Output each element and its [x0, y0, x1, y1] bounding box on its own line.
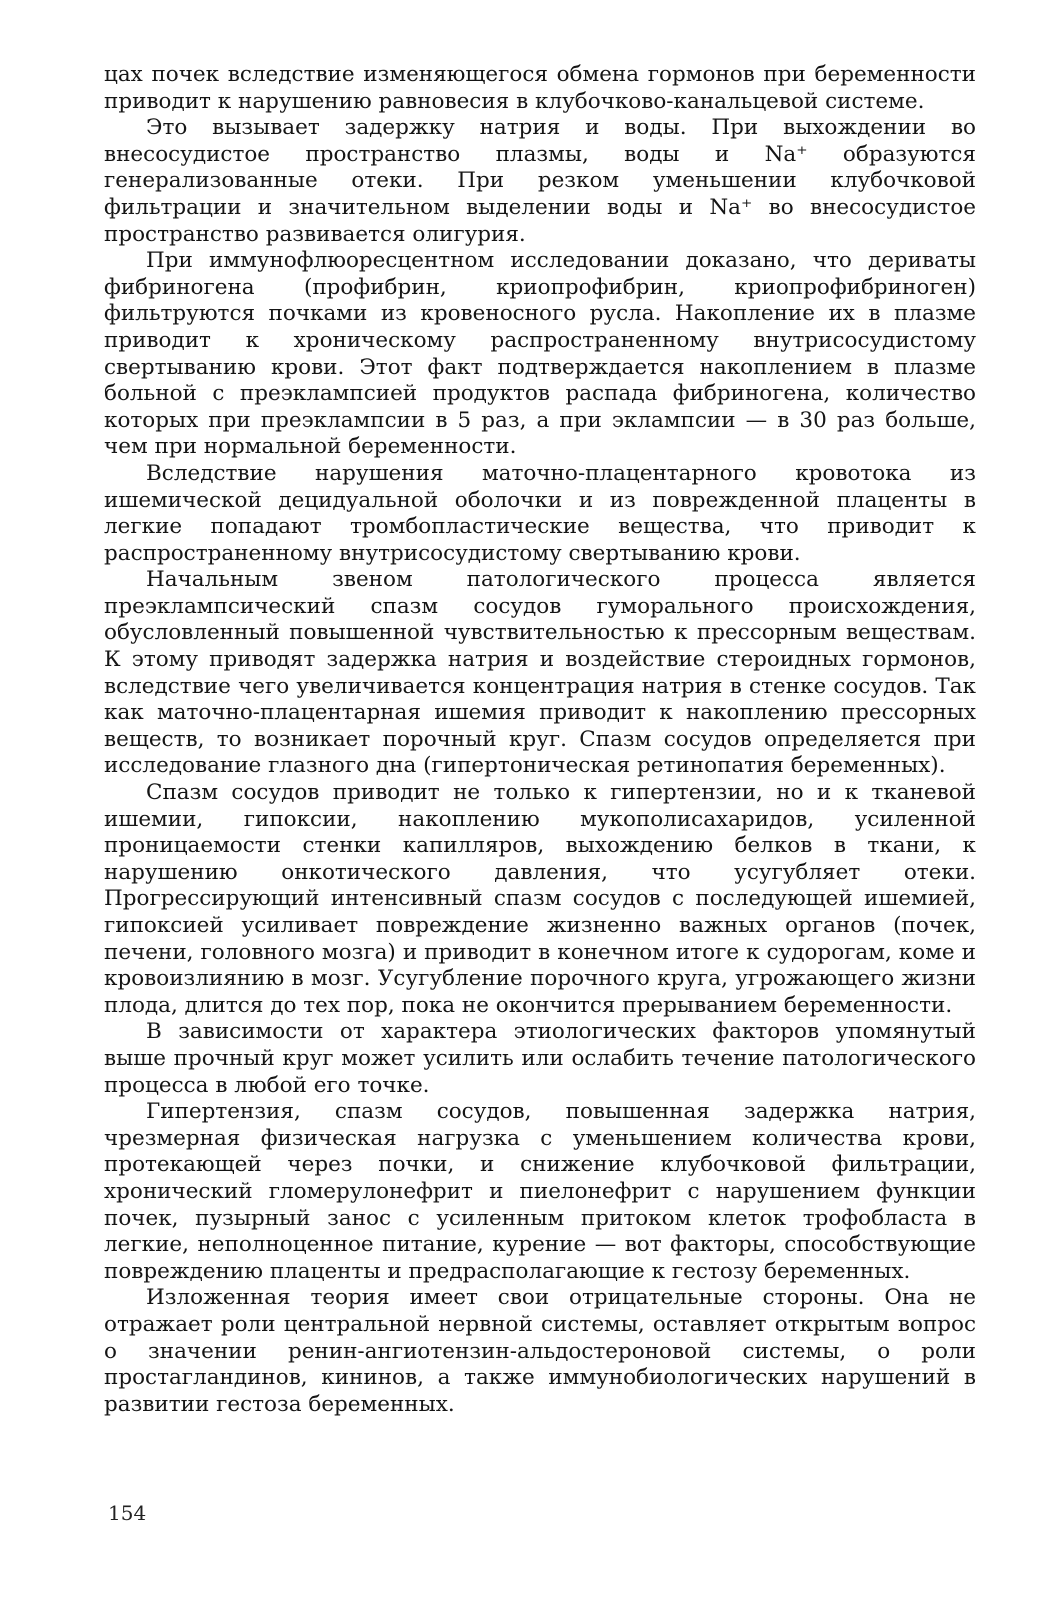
paragraph: Гипертензия, спазм сосудов, повышенная задержка натрия, чрезмерная физическая нагрузка с уменьшением количества крови, протекающей через почки, и снижение клубочковой фильтрации, хронический гломерулонефрит и пиелонефрит с нарушением функции почек, пузырный занос с усиленным притоком клеток трофобласта в легкие, неполноценное питание, курение — вот факторы, способствующие повреждению плаценты и предрасполагающие к гестозу беременных.: [104, 1099, 976, 1284]
page-number: 154: [108, 1501, 147, 1525]
paragraph: Это вызывает задержку натрия и воды. При выхождении во внесосудистое пространство плазмы, воды и Na⁺ образуются генерализованные отеки. При резком уменьшении клубочковой фильтрации и значительном выделении воды и Na⁺ во внесосудистое пространство развивается олигурия.: [104, 115, 976, 247]
paragraph: Вследствие нарушения маточно-плацентарного кровотока из ишемической децидуальной оболочки и из поврежденной плаценты в легкие попадают тромбопластические вещества, что приводит к распространенному внутрисосудистому свертыванию крови.: [104, 460, 976, 566]
page-body: [104, 62, 976, 1418]
paragraph: Начальным звеном патологического процесса является преэклампсический спазм сосудов гуморального происхождения, обусловленный повышенной чувствительностью к прессорным веществам. К этому приводят задержка натрия и воздействие стероидных гормонов, вследствие чего увеличивается концентрация натрия в стенке сосудов. Так как маточно-плацентарная ишемия приводит к накоплению прессорных веществ, то возникает порочный круг. Спазм сосудов определяется при исследование глазного дна (гипертоническая ретинопатия беременных).: [104, 567, 976, 779]
paragraph-continuation: цах почек вследствие изменяющегося обмена гормонов при беременности приводит к нарушению равновесия в клубочково-канальцевой системе.: [104, 62, 976, 114]
paragraph: В зависимости от характера этиологических факторов упомянутый выше прочный круг может усилить или ослабить течение патологического процесса в любой его точке.: [104, 1019, 976, 1098]
paragraph: При иммунофлюоресцентном исследовании доказано, что дериваты фибриногена (профибрин, криопрофибрин, криопрофибриноген) фильтруются почками из кровеносного русла. Накопление их в плазме приводит к хроническому распространенному внутрисосудистому свертыванию крови. Этот факт подтверждается накоплением в плазме больной с преэклампсией продуктов распада фибриногена, количество которых при преэклампсии в 5 раз, а при эклампсии — в 30 раз больше, чем при нормальной беременности.: [104, 248, 976, 460]
paragraph: Спазм сосудов приводит не только к гипертензии, но и к тканевой ишемии, гипоксии, накоплению мукополисахаридов, усиленной проницаемости стенки капилляров, выхождению белков в ткани, к нарушению онкотического давления, что усугубляет отеки. Прогрессирующий интенсивный спазм сосудов с последующей ишемией, гипоксией усиливает повреждение жизненно важных органов (почек, печени, головного мозга) и приводит в конечном итоге к судорогам, коме и кровоизлиянию в мозг. Усугубление порочного круга, угрожающего жизни плода, длится до тех пор, пока не окончится прерыванием беременности.: [104, 780, 976, 1018]
paragraph: Изложенная теория имеет свои отрицательные стороны. Она не отражает роли центральной нервной системы, оставляет открытым вопрос о значении ренин-ангиотензин-альдостероновой системы, о роли простагландинов, кининов, а также иммунобиологических нарушений в развитии гестоза беременных.: [104, 1285, 976, 1417]
